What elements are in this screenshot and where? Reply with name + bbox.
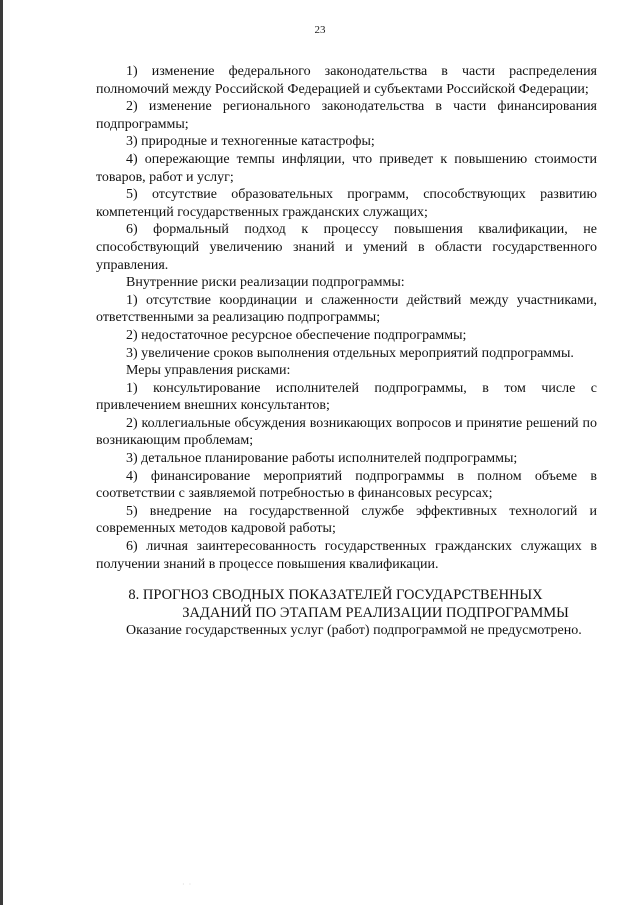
paragraph-measure-1: 1) консультирование исполнителей подпрограммы, в том числе с привлечением внешних консультантов;: [96, 380, 597, 414]
paragraph-measure-2: 2) коллегиальные обсуждения возникающих вопросов и принятие решений по возникающим проблемам;: [96, 415, 597, 449]
section-heading: [96, 587, 597, 622]
paragraph-external-risk-3: 3) природные и техногенные катастрофы;: [126, 134, 375, 150]
section-heading-line-2: ЗАДАНИЙ ПО ЭТАПАМ РЕАЛИЗАЦИИ ПОДПРОГРАММЫ: [182, 604, 569, 621]
document-body: [96, 63, 597, 640]
scan-edge: [0, 0, 3, 905]
section-text: Оказание государственных услуг (работ) подпрограммой не предусмотрено.: [126, 623, 582, 639]
paragraph-external-risk-4: 4) опережающие темпы инфляции, что приведет к повышению стоимости товаров, работ и услуг;: [96, 151, 597, 185]
paragraph-external-risk-2: 2) изменение регионального законодательства в части финансирования подпрограммы;: [96, 99, 597, 132]
paragraph-internal-risk-1: 1) отсутствие координации и слаженности действий между участниками, ответственными за реализацию подпрограммы;: [96, 292, 597, 326]
paragraph-measure-4: 4) финансирование мероприятий подпрограммы в полном объеме в соответствии с заявляемой потребностью в финансовых ресурсах;: [96, 468, 597, 502]
scan-noise: · ·: [182, 880, 193, 889]
paragraph-measure-5: 5) внедрение на государственной службе эффективных технологий и современных методов кадровой работы;: [96, 503, 597, 537]
paragraph-measure-3: 3) детальное планирование работы исполнителей подпрограммы;: [126, 451, 518, 467]
paragraph-external-risk-1: 1) изменение федерального законодательства в части распределения полномочий между Российской Федерацией и субъектами Российской Федерации;: [96, 64, 597, 97]
page-number: 23: [314, 24, 326, 36]
section-heading-line-1: 8. ПРОГНОЗ СВОДНЫХ ПОКАЗАТЕЛЕЙ ГОСУДАРСТВЕННЫХ: [128, 587, 543, 604]
paragraph-external-risk-5: 5) отсутствие образовательных программ, способствующих развитию компетенций государственных гражданских служащих;: [96, 187, 597, 220]
paragraph-measure-6: 6) личная заинтересованность государственных гражданских служащих в получении знаний в процессе повышения квалификации.: [96, 539, 597, 572]
paragraph-internal-risk-2: 2) недостаточное ресурсное обеспечение подпрограммы;: [126, 327, 467, 343]
paragraph-internal-risks-heading: Внутренние риски реализации подпрограммы:: [126, 275, 405, 291]
paragraph-external-risk-6: 6) формальный подход к процессу повышения квалификации, не способствующий увеличению знаний и умений в области государственного управления.: [96, 222, 597, 273]
paragraph-internal-risk-3: 3) увеличение сроков выполнения отдельных мероприятий подпрограммы.: [126, 345, 574, 361]
paragraph-measures-heading: Меры управления рисками:: [126, 363, 291, 379]
